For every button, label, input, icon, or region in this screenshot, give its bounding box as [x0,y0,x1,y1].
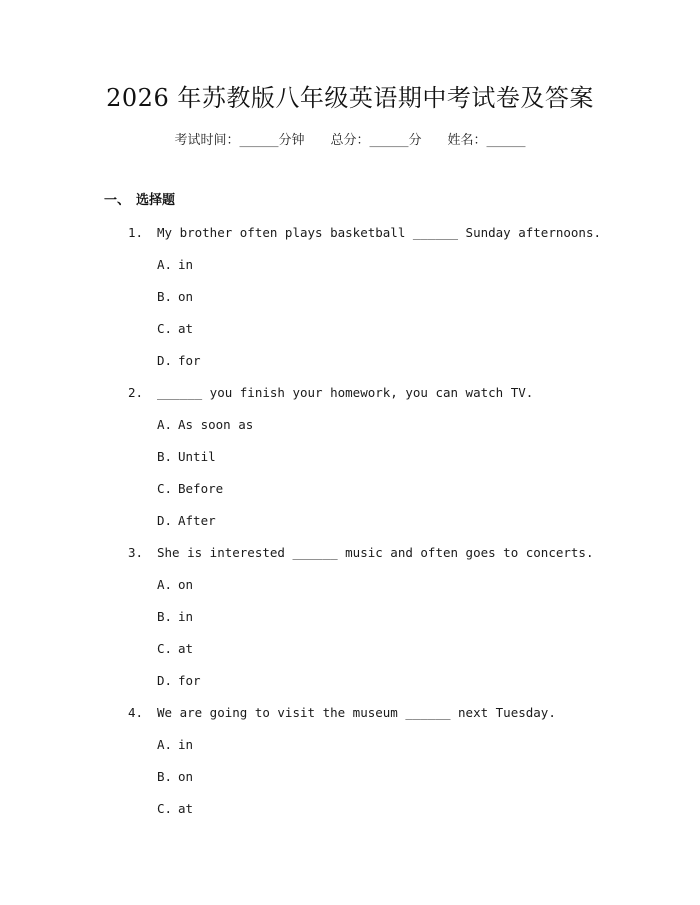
option-letter: B. [157,289,173,304]
option-item [0,736,700,768]
option-text: in [178,737,194,752]
option-letter: B. [157,609,173,624]
question-text: She is interested ______ music and often goes to concerts. [157,545,594,560]
option-text: at [178,801,194,816]
option-item [0,512,700,544]
question-item [0,704,700,832]
question-line [0,384,700,416]
question-number: 1. [128,225,144,240]
option-item [0,448,700,480]
option-item [0,672,700,704]
option-letter: D. [157,353,173,368]
question-line [0,704,700,736]
option-letter: A. [157,417,173,432]
option-item [0,416,700,448]
option-letter: A. [157,257,173,272]
section-number: 一、 [104,193,131,208]
question-number: 3. [128,545,144,560]
option-item [0,768,700,800]
option-item [0,256,700,288]
option-item [0,320,700,352]
student-name-label: 姓名：______ [447,133,526,148]
page-title: 2026 年苏教版八年级英语期中考试卷及答案 [106,84,594,112]
option-text: Before [178,481,224,496]
question-line [0,544,700,576]
option-text: on [178,577,194,592]
option-text: in [178,609,194,624]
option-letter: A. [157,737,173,752]
option-letter: B. [157,449,173,464]
question-item [0,224,700,384]
question-list [0,224,700,832]
option-text: in [178,257,194,272]
option-letter: D. [157,673,173,688]
option-text: As soon as [178,417,254,432]
option-item [0,608,700,640]
exam-time-label: 考试时间：______分钟 [174,133,305,148]
option-text: Until [178,449,216,464]
option-letter: C. [157,481,173,496]
option-text: at [178,641,194,656]
question-item [0,544,700,704]
option-letter: D. [157,513,173,528]
option-text: on [178,769,194,784]
exam-meta [0,132,700,150]
option-item [0,800,700,832]
question-number: 4. [128,705,144,720]
option-item [0,288,700,320]
question-text: ______ you finish your homework, you can watch TV. [157,385,534,400]
option-text: for [178,353,201,368]
option-text: at [178,321,194,336]
option-text: for [178,673,201,688]
question-text: My brother often plays basketball ______ Sunday afternoons. [157,225,602,240]
option-letter: C. [157,321,173,336]
question-number: 2. [128,385,144,400]
option-letter: C. [157,641,173,656]
total-score-label: 总分：______分 [330,133,422,148]
option-item [0,576,700,608]
option-text: After [178,513,216,528]
question-text: We are going to visit the museum ______ next Tuesday. [157,705,556,720]
question-line [0,224,700,256]
option-letter: B. [157,769,173,784]
option-item [0,640,700,672]
option-letter: A. [157,577,173,592]
section-heading [104,192,175,210]
option-item [0,352,700,384]
option-item [0,480,700,512]
section-title: 选择题 [136,193,176,208]
question-item [0,384,700,544]
option-letter: C. [157,801,173,816]
option-text: on [178,289,194,304]
